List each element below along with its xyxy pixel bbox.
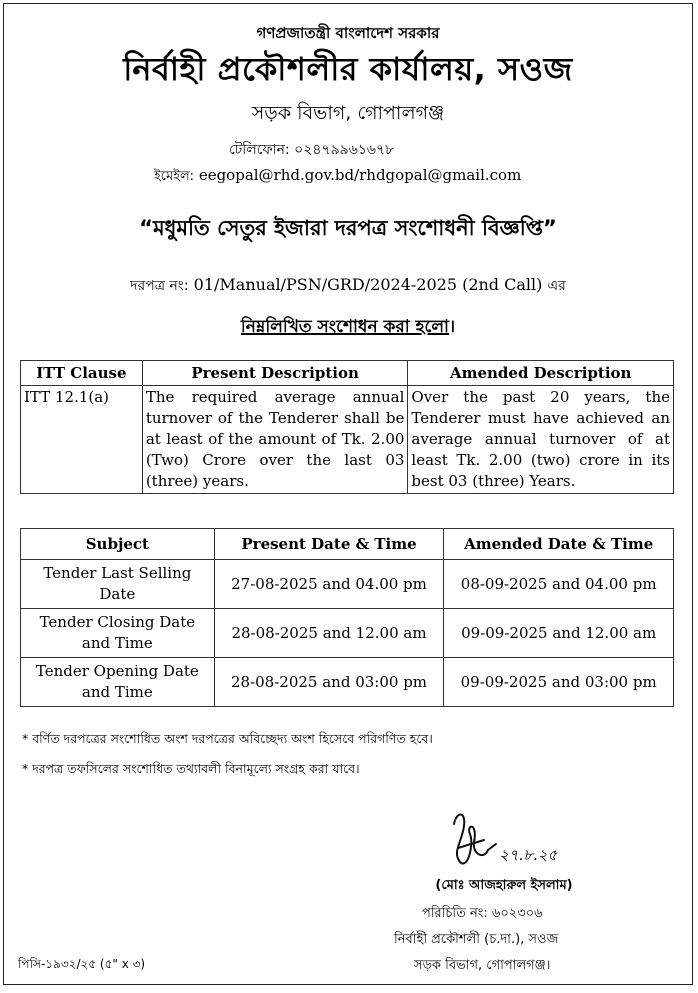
email-line	[154, 166, 521, 188]
signer-name: (মোঃ আজহারুল ইসলাম)	[435, 878, 573, 893]
clause-table	[20, 360, 674, 494]
present-date-cell: 28-08-2025 and 12.00 am	[214, 609, 444, 658]
note-item: * দরপত্র তফসিলের সংশোধিত তথ্যাবলী বিনামূল্যে সংগ্রহ করা যাবে।	[22, 761, 360, 776]
present-date-header: Present Date & Time	[214, 529, 444, 560]
signer-id: পরিচিতি নং: ৬০২৩০৬	[422, 906, 543, 921]
present-description-cell: The required average annual turnover of the Tenderer shall be at least of the amount of Tk. 2.00 (Two) Crore over the last 03 (three) years.	[142, 386, 408, 494]
table-row	[21, 560, 674, 609]
note-item: * বর্ণিত দরপত্রের সংশোধিত অংশ দরপত্রের অবিচ্ছেদ্য অংশ হিসেবে পরিগণিত হবে।	[22, 731, 433, 746]
present-date-cell: 28-08-2025 and 03:00 pm	[214, 658, 444, 707]
government-name: গণপ্রজাতন্ত্রী বাংলাদেশ সরকার	[256, 24, 440, 42]
amendment-end: ।	[448, 317, 456, 337]
subject-cell: Tender Last Selling Date	[21, 560, 215, 609]
present-description-header: Present Description	[142, 361, 408, 386]
present-date-cell: 27-08-2025 and 04.00 pm	[214, 560, 444, 609]
table-row	[21, 386, 674, 494]
tender-number-line	[4, 274, 692, 298]
date-table	[20, 528, 674, 707]
amendment-line	[4, 314, 692, 342]
amended-description-cell: Over the past 20 years, the Tenderer must have achieved an average annual turnover of at least Tk. 2.00 (two) crore in its best 03 (three) Years.	[408, 386, 674, 494]
tender-prefix: দরপত্র নং:	[130, 278, 189, 294]
clause-header: ITT Clause	[21, 361, 143, 386]
office-title: নির্বাহী প্রকৌশলীর কার্যালয়, সওজ	[123, 50, 573, 88]
notice-title: “মধুমতি সেতুর ইজারা দরপত্র সংশোধনী বিজ্ঞপ্তি”	[139, 216, 557, 240]
subject-header: Subject	[21, 529, 215, 560]
subject-cell: Tender Opening Date and Time	[21, 658, 215, 707]
division-name: সড়ক বিভাগ, গোপালগঞ্জ	[251, 102, 445, 124]
table-row	[21, 609, 674, 658]
email-label: ইমেইল:	[154, 169, 195, 184]
amendment-text: নিম্নলিখিত সংশোধন করা হলো	[240, 317, 449, 337]
email-address: eegopal@rhd.gov.bd/rhdgopal@gmail.com	[198, 166, 522, 184]
signature-date: ২৭.৮.২৫	[499, 846, 558, 864]
signer-department: সড়ক বিভাগ, গোপালগঞ্জ।	[414, 958, 551, 973]
amended-date-header: Amended Date & Time	[444, 529, 674, 560]
amended-date-cell: 08-09-2025 and 04.00 pm	[444, 560, 674, 609]
subject-cell: Tender Closing Date and Time	[21, 609, 215, 658]
amended-date-cell: 09-09-2025 and 03:00 pm	[444, 658, 674, 707]
clause-cell: ITT 12.1(a)	[21, 386, 143, 494]
table-row	[21, 658, 674, 707]
tender-number: 01/Manual/PSN/GRD/2024-2025 (2nd Call)	[193, 275, 543, 294]
amended-description-header: Amended Description	[408, 361, 674, 386]
reference-code: পিসি-১৯৩২/২৫ (৫" x ৩)	[18, 957, 146, 971]
tender-suffix: এর	[547, 278, 566, 294]
amended-date-cell: 09-09-2025 and 12.00 am	[444, 609, 674, 658]
phone-number: টেলিফোন: ০২৪৭৯৯৬১৬৭৮	[229, 142, 395, 158]
signer-designation: নির্বাহী প্রকৌশলী (চ.দা.), সওজ	[394, 932, 559, 947]
notice-page	[3, 3, 693, 985]
